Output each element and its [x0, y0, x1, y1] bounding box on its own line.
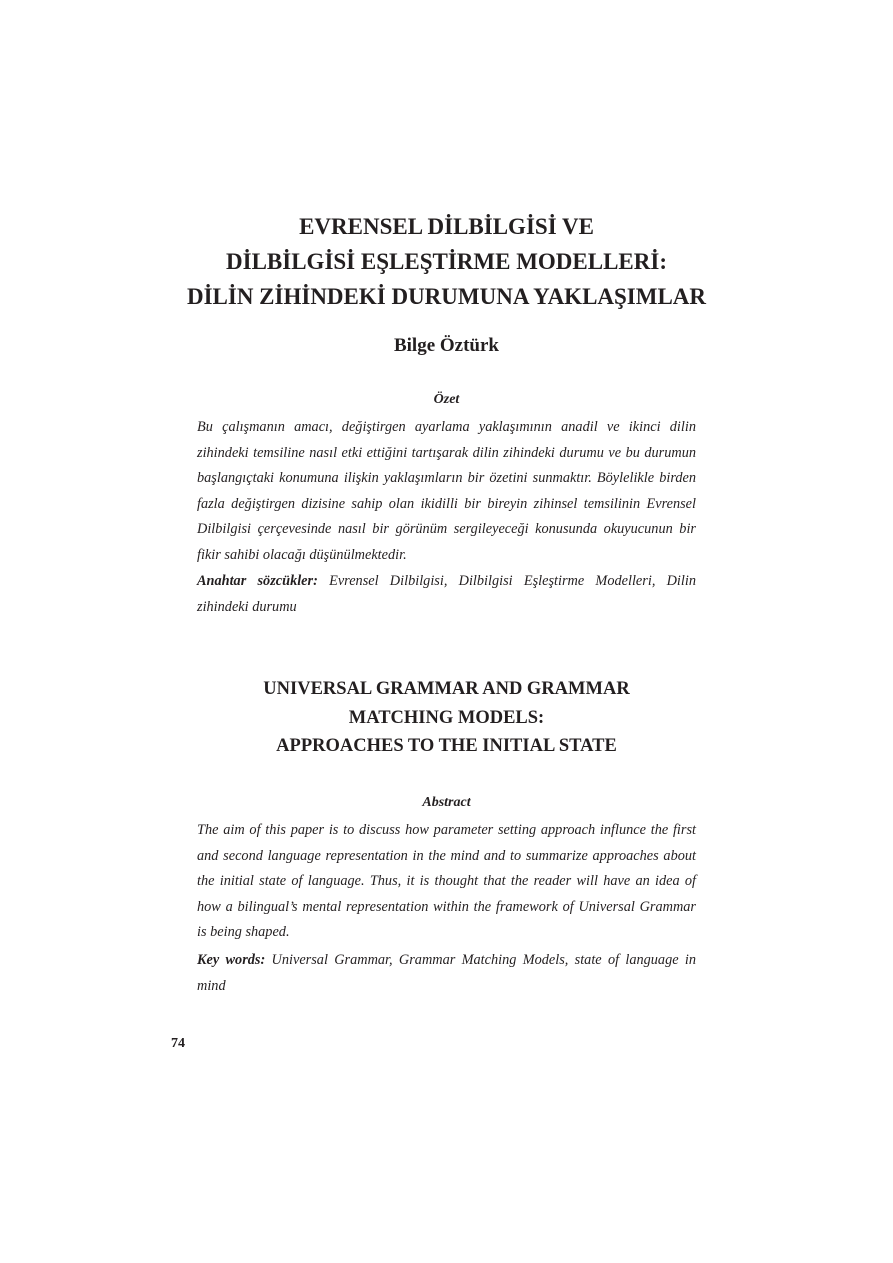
turkish-keywords	[197, 569, 696, 620]
english-title-line: MATCHING MODELS:	[348, 707, 545, 728]
author-name: Bilge Öztürk	[393, 335, 500, 356]
english-abstract-text: The aim of this paper is to discuss how parameter setting approach influnce the first and second language representation in the mind and to summarize approaches about the initial state of language. Thus, it is thought that the reader will have an idea of how a bilingual’s mental representation within the framework of Universal Grammar is being shaped.	[197, 822, 696, 940]
turkish-title	[100, 209, 793, 314]
english-title	[100, 675, 793, 761]
english-keywords-text: Universal Grammar, Grammar Matching Models, state of language in mind	[197, 952, 696, 994]
turkish-title-line: EVRENSEL DİLBİLGİSİ VE	[299, 214, 594, 239]
english-title-line: UNIVERSAL GRAMMAR AND GRAMMAR	[263, 679, 630, 699]
page-number: 74	[171, 1036, 185, 1051]
turkish-summary-heading: Özet	[433, 392, 460, 407]
turkish-title-line: DİLİN ZİHİNDEKİ DURUMUNA YAKLAŞIMLAR	[186, 284, 707, 309]
turkish-keywords-label: Anahtar sözcükler:	[197, 573, 318, 589]
turkish-title-line: DİLBİLGİSİ EŞLEŞTİRME MODELLERİ:	[226, 249, 667, 274]
turkish-summary-text: Bu çalışmanın amacı, değiştirgen ayarlama yaklaşımının anadil ve ikinci dilin zihindeki temsiline nasıl etki ettiğini tartışarak dilin zihindeki durumu ve bu durumun başlangıçtaki konumuna ilişkin yaklaşımların bir özetini sunmaktır. Böylelikle birden fazla değiştirgen dizisine sahip olan ikidilli bir bireyin zihinsel temsilinin Evrensel Dilbilgisi çerçevesinde nasıl bir görünüm sergileyeceği konusunda okuyucunun bir fikir sahibi olacağı düşünülmektedir.	[197, 419, 696, 563]
english-title-line: APPROACHES TO THE INITIAL STATE	[276, 736, 617, 756]
english-keywords	[197, 948, 696, 999]
turkish-keywords-text: Evrensel Dilbilgisi, Dilbilgisi Eşleştirme Modelleri, Dilin zihindeki durumu	[197, 573, 696, 615]
english-abstract-heading: Abstract	[422, 795, 471, 810]
english-keywords-label: Key words:	[197, 952, 266, 968]
